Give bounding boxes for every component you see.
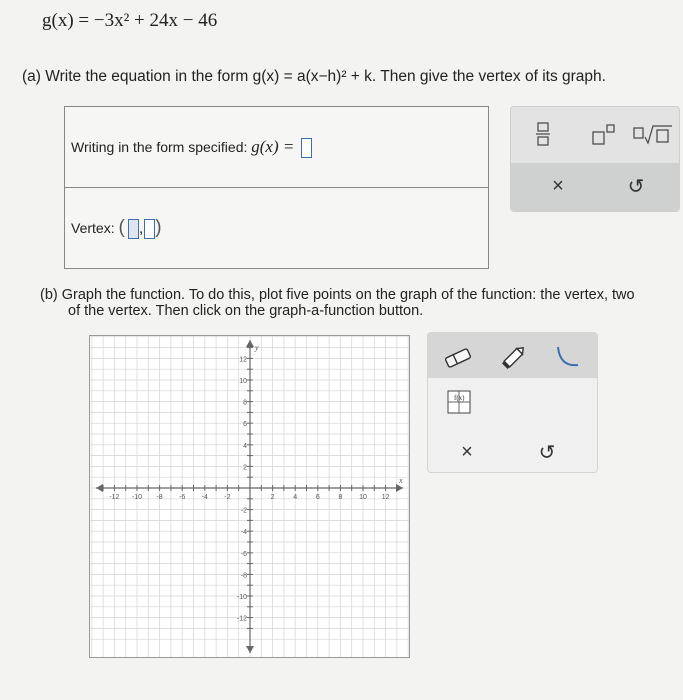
x-tick-label: -2 [224,494,231,501]
clear-button[interactable]: × [552,174,564,197]
part-b-line1: (b) Graph the function. To do this, plot five points on the graph of the function: the vertex, two [40,287,635,303]
equation-input[interactable] [301,138,312,158]
x-axis-arrow-left [96,484,103,492]
y-axis-label: y [255,343,259,352]
part-b-instructions [40,287,680,319]
x-tick-label: 4 [293,494,298,501]
y-tick-label: -10 [236,594,247,601]
y-axis-arrow-down [246,646,254,653]
svg-text:f(x): f(x) [454,394,465,402]
part-a-instructions: (a) Write the equation in the form g(x) = a(x−h)² + k. Then give the vertex of its graph. [22,68,606,85]
writing-lhs: g(x) = [251,137,295,156]
x-tick-label: -4 [201,494,208,501]
x-tick-label: 6 [315,494,320,501]
y-axis-arrow [246,340,254,347]
vertex-label: Vertex: [71,220,115,236]
pencil-icon[interactable] [498,341,530,373]
x-tick-label: 8 [338,494,343,501]
part-b-line2: of the vertex. Then click on the graph-a-function button. [68,303,424,319]
y-tick-label: -8 [240,572,247,580]
graph-toolbox [427,332,598,473]
graph-panel[interactable] [89,335,410,658]
eraser-icon[interactable] [442,343,474,373]
graph-a-function-icon[interactable] [446,389,472,415]
y-tick-label: -4 [240,529,247,537]
nth-root-icon[interactable] [631,119,675,149]
y-tick-label: -6 [240,550,247,558]
y-tick-label: 12 [239,356,247,364]
open-paren: ( [118,217,125,238]
x-tick-label: 2 [270,494,275,501]
vertex-row [65,187,488,267]
y-tick-label: 4 [243,442,247,450]
fraction-icon[interactable] [531,119,555,149]
x-tick-label: -10 [131,494,143,501]
y-tick-label: 10 [239,378,247,385]
vertex-x-input[interactable] [128,219,139,239]
close-paren: ) [155,217,162,238]
x-tick-label: 10 [359,494,367,501]
y-tick-label: -2 [240,507,247,515]
math-toolbox [510,106,680,212]
y-tick-label: 2 [243,464,247,472]
graph-clear-button[interactable]: × [461,440,473,463]
toolbox-action-bar [511,163,679,211]
x-tick-label: -8 [156,494,163,501]
x-axis-label: x [399,476,403,485]
writing-label: Writing in the form specified: [71,139,248,155]
y-tick-label: 8 [243,399,247,407]
y-tick-label: -12 [236,615,247,623]
coordinate-grid[interactable] [90,336,409,657]
y-tick-label: 6 [243,421,247,429]
writing-row [65,107,488,188]
comma: , [138,220,144,237]
graph-undo-button[interactable]: ↺ [538,441,556,464]
x-tick-label: 12 [381,494,390,501]
answer-box [64,106,489,269]
x-tick-label: -12 [109,494,120,501]
undo-button[interactable]: ↺ [627,175,645,198]
exponent-icon[interactable] [589,119,619,149]
x-tick-label: -6 [179,494,186,501]
vertex-y-input[interactable] [144,219,155,239]
function-expression: g(x) = −3x² + 24x − 46 [42,10,218,31]
parabola-icon[interactable] [550,341,582,373]
